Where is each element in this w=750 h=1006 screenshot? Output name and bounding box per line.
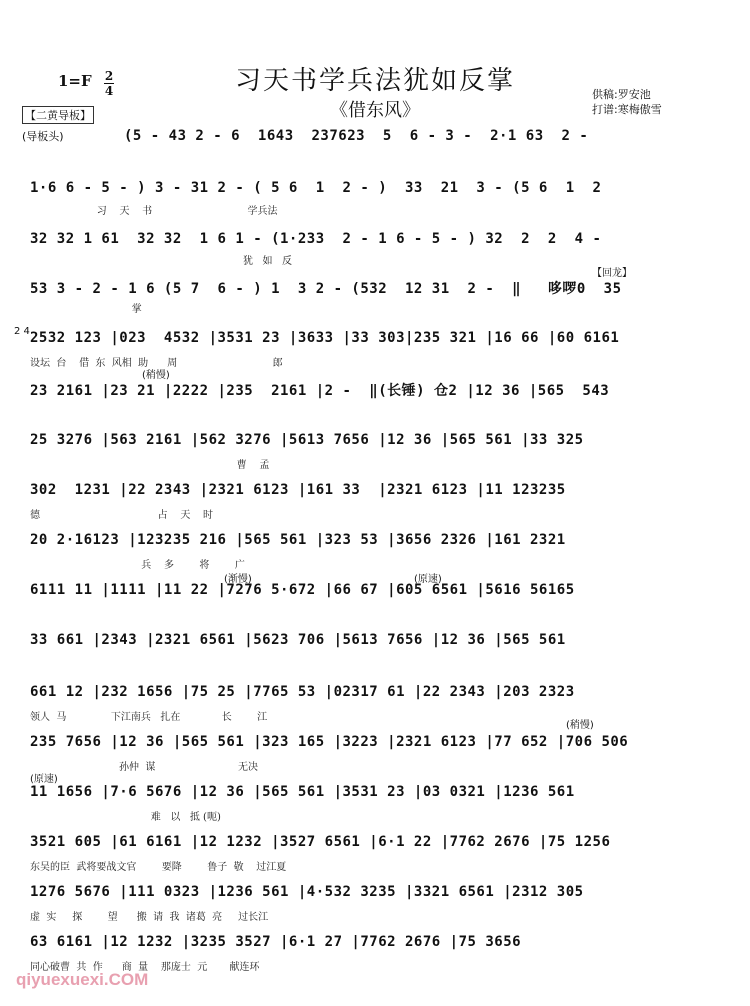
tempo-original-2: (原速) [30, 774, 58, 785]
lyric-row: 孙仲 谋 无决 [30, 762, 259, 773]
watermark: qiyuexuexi.COM [16, 970, 149, 989]
tempo-original: (原速) [414, 574, 442, 585]
score-row: 1276 5676 |111 0323 |1236 561 |4·532 3235 |3321 6561 |2312 305 [30, 884, 584, 900]
page-subtitle: 《借东风》 [330, 100, 420, 121]
score-row: 25 3276 |563 2161 |562 3276 |5613 7656 |12 36 |565 561 |33 325 [30, 432, 584, 448]
lyric-row: 设坛 台 借 东 风相 助 周 郎 [30, 358, 283, 369]
lyric-row: 犹 如 反 [30, 256, 293, 267]
score-row: 23 2161 |23 21 |2222 |235 2161 |2 - ‖(长锤) 仓2 |12 36 |565 543 [30, 383, 610, 399]
page-title: 习天书学兵法犹如反掌 [234, 66, 515, 96]
score-row: 1·6 6 - 5 - ) 3 - 31 2 - ( 5 6 1 2 - ) 33 21 3 - (5 6 1 2 [30, 180, 602, 196]
score-row: 3521 605 |61 6161 |12 1232 |3527 6561 |6·1 22 |7762 2676 |75 1256 [30, 834, 611, 850]
score-row: 33 661 |2343 |2321 6561 |5623 706 |5613 7656 |12 36 |565 561 [30, 632, 566, 648]
time-signature [104, 70, 114, 97]
lyric-row: 曹 孟 [30, 460, 270, 471]
time-top: 2 [104, 69, 114, 83]
lyric-row: 东吴的臣 武将要战文官 要降 鲁子 敬 过江夏 [30, 862, 287, 873]
tempo-gradual: (渐慢) [224, 574, 252, 585]
time-bottom: 4 [104, 84, 114, 98]
lyric-row: 德 占 天 时 [30, 510, 214, 521]
credit-typeset: 打谱:寒梅傲雪 [592, 103, 662, 116]
huilong-tag: 【回龙】 [592, 268, 632, 279]
score-row: (5 - 43 2 - 6 1643 237623 5 6 - 3 - 2·1 63 2 - [124, 128, 589, 144]
tempo-mark: 2 4 [14, 326, 30, 337]
tempo-slow-2: (稍慢) [566, 720, 594, 731]
score-row: 53 3 - 2 - 1 6 (5 7 6 - ) 1 3 2 - (532 12 31 2 - ‖ 哆啰0 35 [30, 281, 622, 297]
lyric-row: 习 天 书 学兵法 [30, 206, 278, 217]
lyric-row: 难 以 抵 (呃) [30, 812, 221, 823]
credit-supply: 供稿:罗安池 [592, 88, 651, 101]
score-row: 661 12 |232 1656 |75 25 |7765 53 |02317 61 |22 2343 |203 2323 [30, 684, 575, 700]
score-row: 302 1231 |22 2343 |2321 6123 |161 33 |2321 6123 |11 123235 [30, 482, 566, 498]
score-row: 20 2·16123 |123235 216 |565 561 |323 53 |3656 2326 |161 2321 [30, 532, 566, 548]
lyric-row: 领人 马 下江南兵 扎在 长 江 [30, 712, 268, 723]
lyric-row: 虚 实 探 望 搬 请 我 诸葛 亮 过长江 [30, 912, 269, 923]
section-tag: (导板头) [22, 130, 64, 143]
score-row: 2532 123 |023 4532 |3531 23 |3633 |33 303|235 321 |16 66 |60 6161 [30, 330, 620, 346]
score-row: 235 7656 |12 36 |565 561 |323 165 |3223 |2321 6123 |77 652 |706 506 [30, 734, 629, 750]
lyric-row: 掌 [30, 304, 142, 315]
score-row: 6111 11 |1111 |11 22 |7276 5·672 |66 67 |605 6561 |5616 56165 [30, 582, 575, 598]
mode-tag: 【二黄导板】 [22, 106, 94, 124]
lyric-row: 同心破曹 共 作 商 量 那庞士 元 献连环 [30, 962, 260, 973]
score-row: 32 32 1 61 32 32 1 6 1 - (1·233 2 - 1 6 - 5 - ) 32 2 2 4 - [30, 231, 602, 247]
lyric-row: 兵 多 将 广 [30, 560, 245, 571]
key-signature: 1=F [58, 72, 92, 90]
score-row: 11 1656 |7·6 5676 |12 36 |565 561 |3531 23 |03 0321 |1236 561 [30, 784, 575, 800]
score-row: 63 6161 |12 1232 |3235 3527 |6·1 27 |7762 2676 |75 3656 [30, 934, 522, 950]
tempo-slow: (稍慢) [142, 370, 170, 381]
